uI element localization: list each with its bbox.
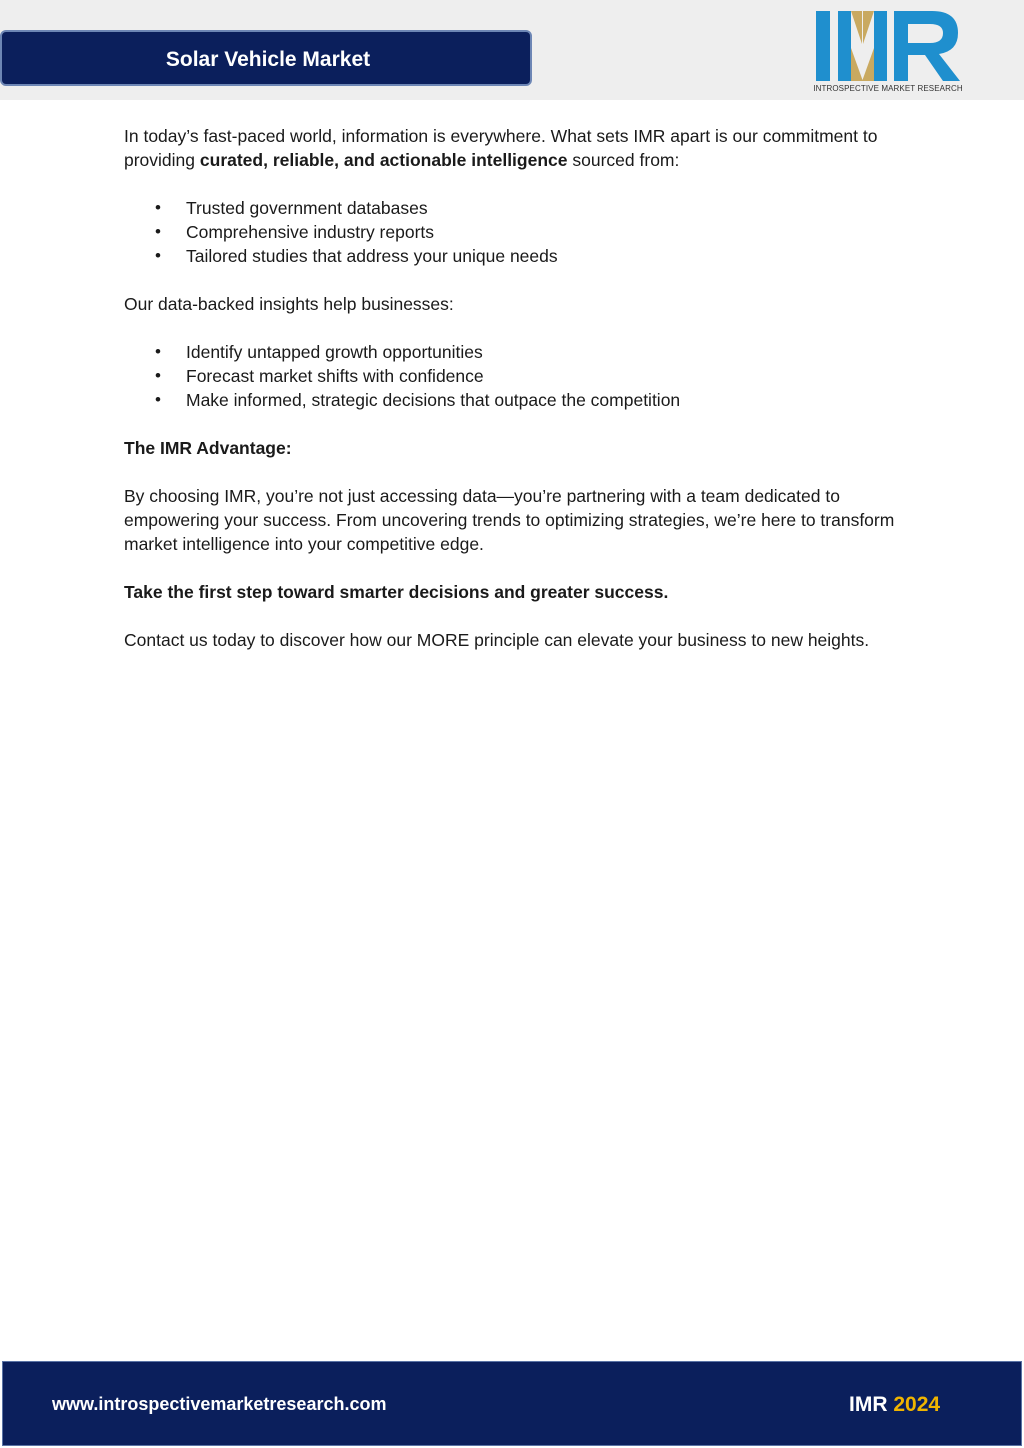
list-item: • Identify untapped growth opportunities [186,340,904,364]
footer-website-link[interactable]: www.introspectivemarketresearch.com [52,1394,387,1414]
list-item: • Tailored studies that address your unique needs [186,244,904,268]
footer-year: 2024 [893,1393,941,1416]
sources-list [124,196,904,268]
list-item: • Comprehensive industry reports [186,220,904,244]
imr-logo [812,8,964,96]
advantage-heading-text: The IMR Advantage: [124,438,292,458]
page-title: Solar Vehicle Market [165,48,371,71]
cta-heading [124,580,904,604]
list-item: • Forecast market shifts with confidence [186,364,904,388]
footer-brand [849,1393,940,1417]
imr-logo-icon [812,8,964,84]
intro-emphasis: curated, reliable, and actionable intelligence [199,150,568,170]
cta-heading-text: Take the first step toward smarter decisions and greater success. [124,582,669,602]
contact-paragraph: Contact us today to discover how our MORE principle can elevate your business to new heights. [124,630,870,650]
list-item: • Trusted government databases [186,196,904,220]
insights-list [124,340,904,412]
intro-text: In today’s fast-paced world, information is everywhere. What sets IMR apart is our commitment to providing [124,126,878,170]
intro-paragraph [124,124,904,172]
insights-intro: Our data-backed insights help businesses: [124,294,454,314]
logo-caption: INTROSPECTIVE MARKET RESEARCH [813,84,963,93]
footer-brand-name: IMR [849,1393,888,1416]
advantage-heading [124,436,904,460]
list-item: • Make informed, strategic decisions that outpace the competition [186,388,904,412]
intro-text-end: sourced from: [567,150,680,170]
advantage-paragraph: By choosing IMR, you’re not just accessing data—you’re partnering with a team dedicated to empowering your success. From uncovering trends to optimizing strategies, we’re here to transform market intelligence into your competitive edge. [124,486,895,554]
title-bar [0,30,532,86]
main-content [124,124,904,676]
